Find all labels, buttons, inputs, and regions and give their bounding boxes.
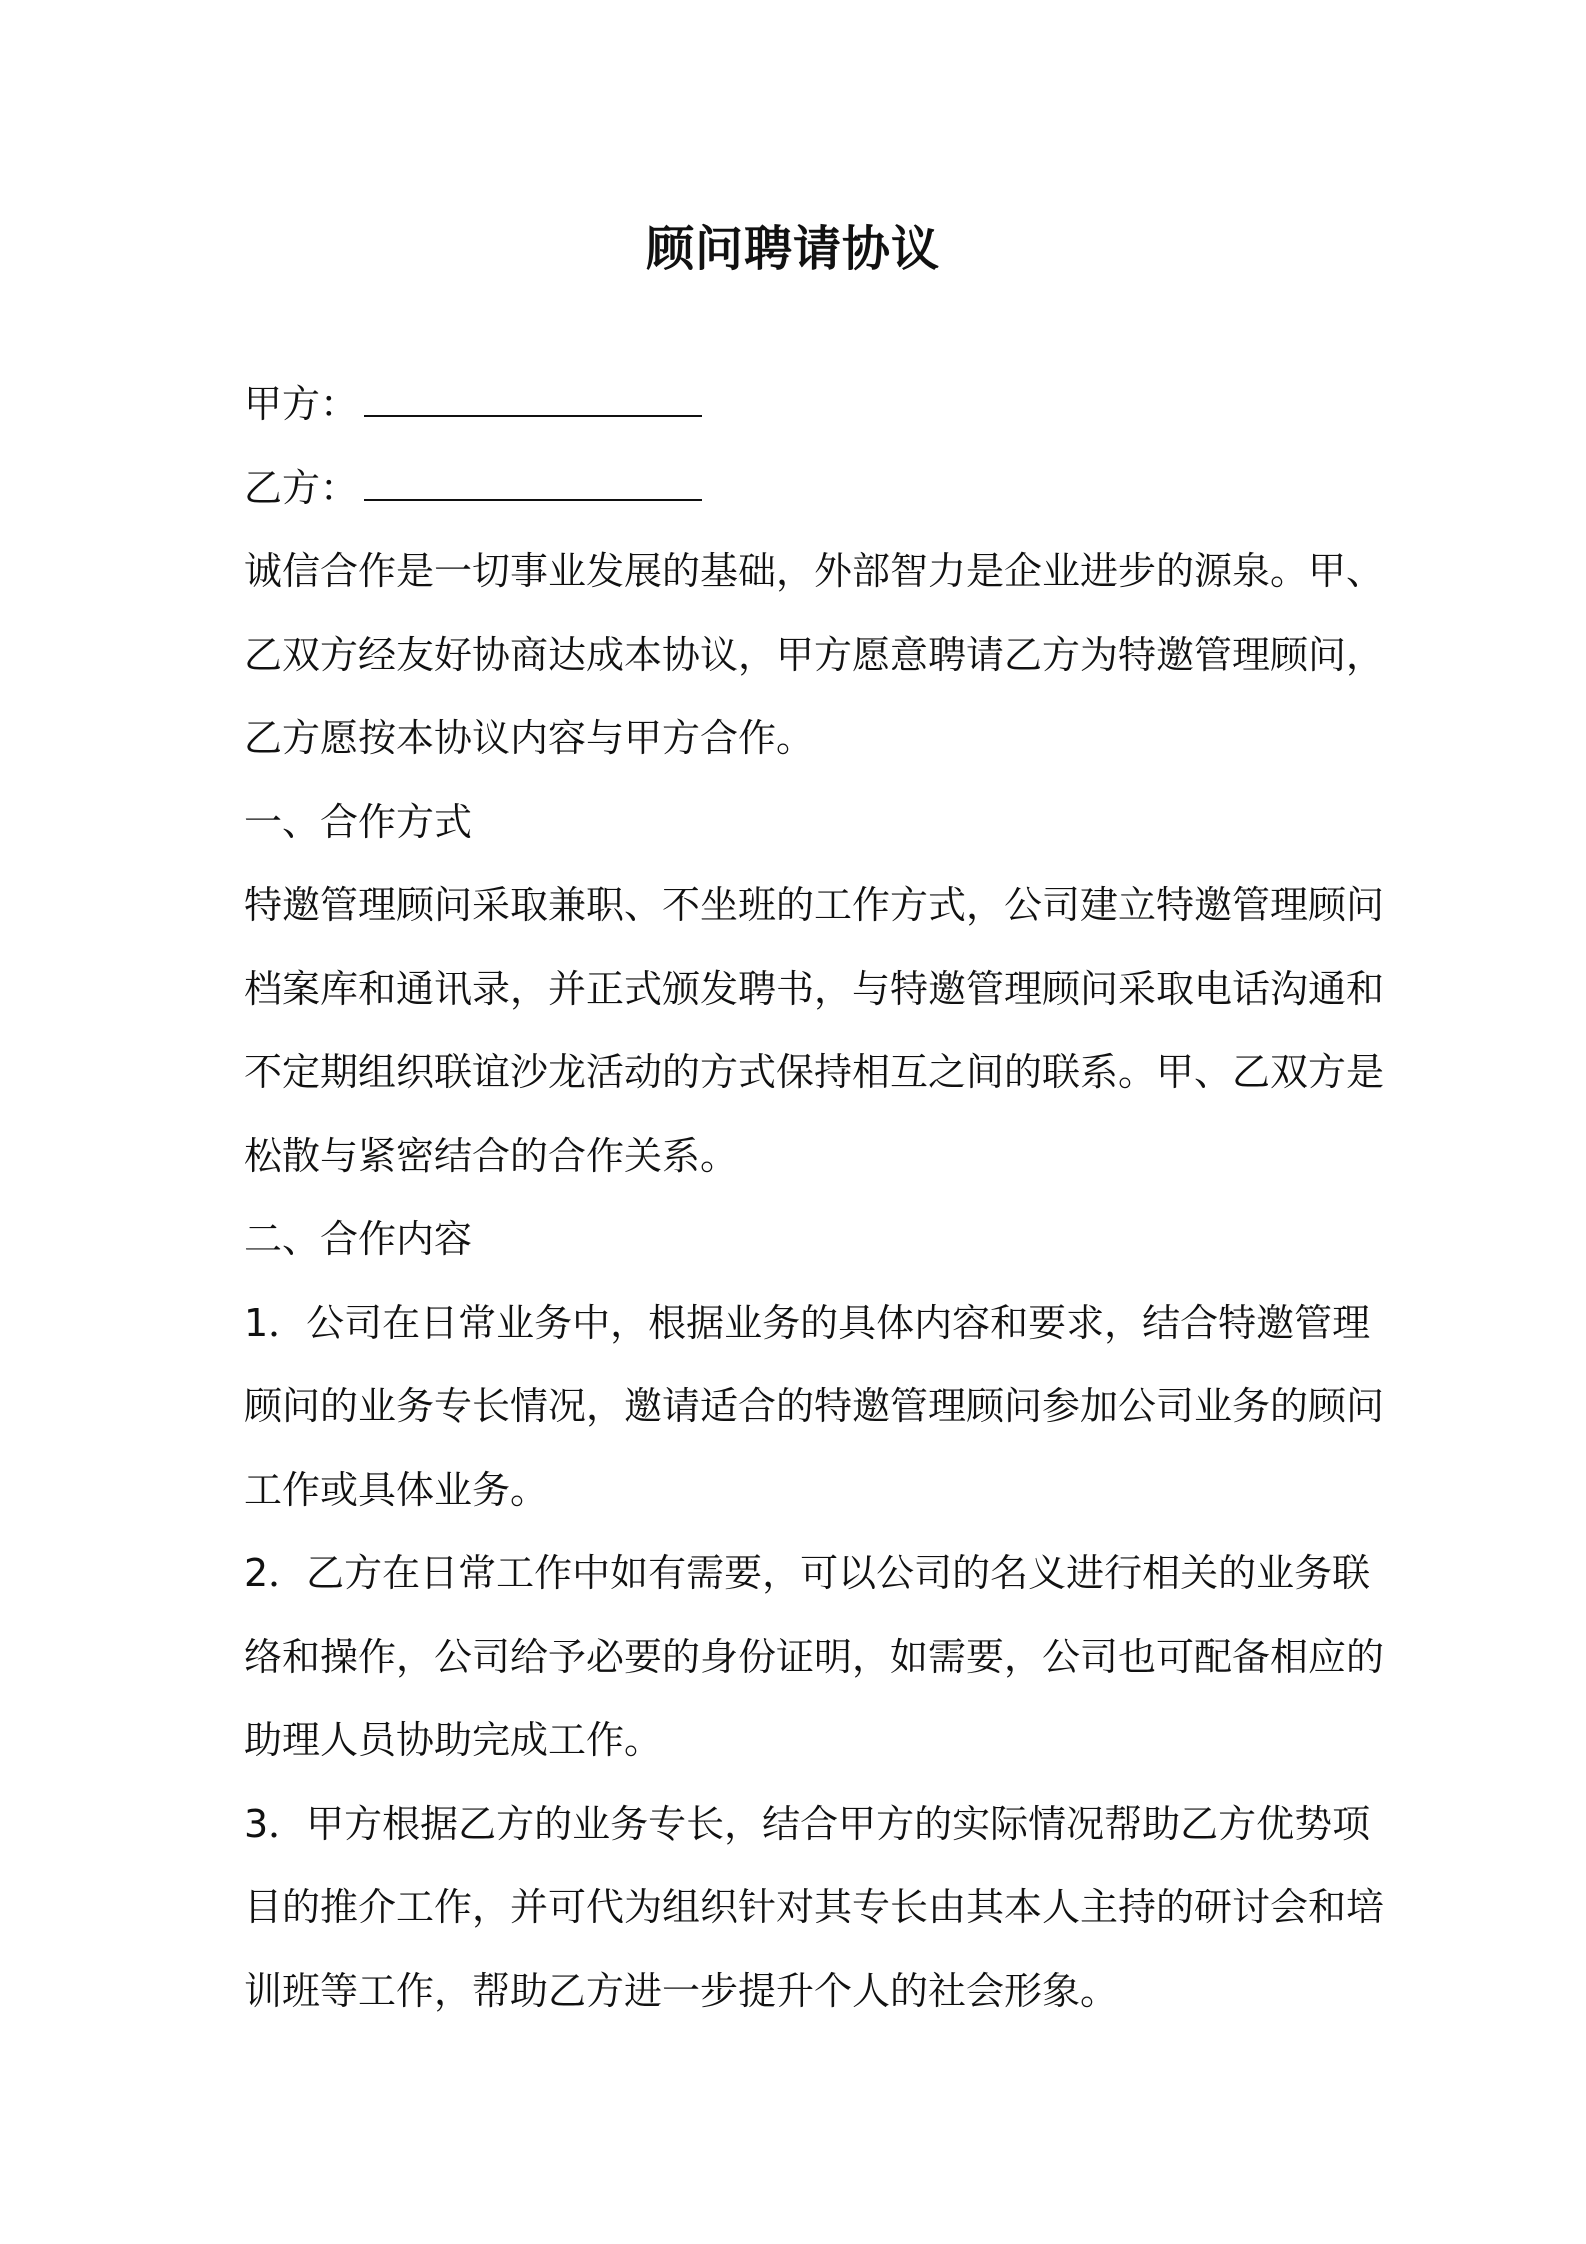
- body-line-method-2: 档案库和通讯录，并正式颁发聘书，与特邀管理顾问采取电话沟通和: [244, 966, 1385, 1011]
- body-line-method-1: 特邀管理顾问采取兼职、不坐班的工作方式，公司建立特邀管理顾问: [244, 883, 1385, 927]
- party-b-label: 乙方：: [244, 465, 359, 510]
- clause-2-line-1: 2．乙方在日常工作中如有需要，可以公司的名义进行相关的业务联: [244, 1551, 1371, 1595]
- clause-3-line-3: 训班等工作，帮助乙方进一步提升个人的社会形象。: [244, 1968, 1119, 2013]
- clause-2-line-2: 络和操作，公司给予必要的身份证明，如需要，公司也可配备相应的: [244, 1634, 1385, 1679]
- clause-1-line-1: 1．公司在日常业务中，根据业务的具体内容和要求，结合特邀管理: [244, 1300, 1371, 1345]
- body-line-intro-1: 诚信合作是一切事业发展的基础，外部智力是企业进步的源泉。甲、: [244, 549, 1385, 593]
- clause-1-line-2: 顾问的业务专长情况，邀请适合的特邀管理顾问参加公司业务的顾问: [244, 1384, 1385, 1428]
- clause-1-line-3: 工作或具体业务。: [244, 1467, 549, 1512]
- body-line-intro-2: 乙双方经友好协商达成本协议，甲方愿意聘请乙方为特邀管理顾问，: [244, 632, 1385, 677]
- party-b-line: [244, 447, 1354, 531]
- section-heading-cooperation-content: 二、合作内容: [244, 1217, 473, 1261]
- party-a-blank: [364, 377, 702, 417]
- party-a-label: 甲方：: [244, 382, 359, 426]
- document-title: 顾问聘请协议: [645, 221, 940, 277]
- body-line-method-3: 不定期组织联谊沙龙活动的方式保持相互之间的联系。甲、乙双方是: [244, 1050, 1385, 1094]
- section-heading-cooperation-method: 一、合作方式: [244, 799, 473, 844]
- clause-3-line-1: 3．甲方根据乙方的业务专长，结合甲方的实际情况帮助乙方优势项: [244, 1801, 1371, 1846]
- clause-2-line-3: 助理人员协助完成工作。: [244, 1718, 663, 1762]
- body-line-intro-3: 乙方愿按本协议内容与甲方合作。: [244, 716, 815, 760]
- clause-3-line-2: 目的推介工作，并可代为组织针对其专长由其本人主持的研讨会和培: [244, 1885, 1385, 1929]
- document-body: [244, 363, 1385, 2033]
- party-b-blank: [364, 461, 702, 501]
- party-a-line: [244, 363, 1354, 447]
- body-line-method-4: 松散与紧密结合的合作关系。: [244, 1133, 739, 1178]
